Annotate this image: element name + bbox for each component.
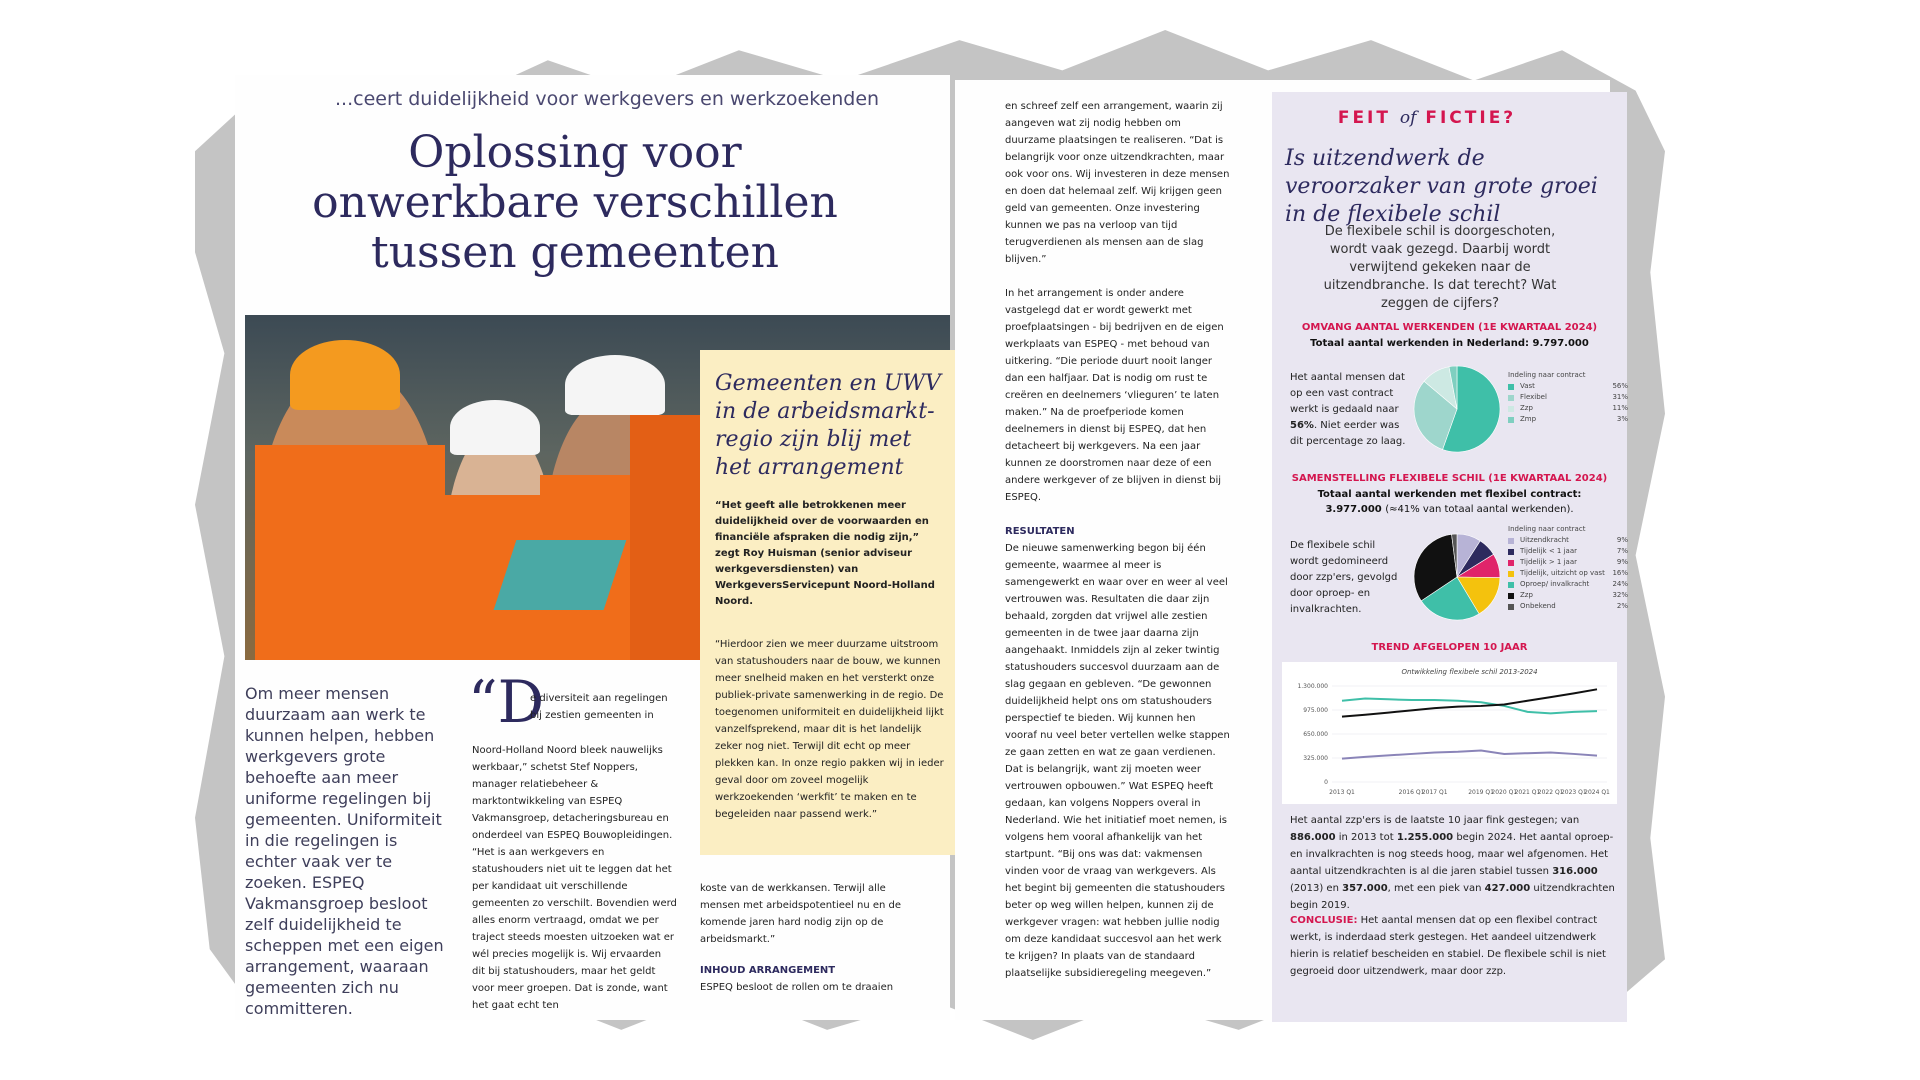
- legend-swatch: [1508, 560, 1514, 566]
- highlight: 357.000: [1342, 883, 1388, 894]
- series-line: [1342, 750, 1597, 758]
- legend-value: 7%: [1616, 547, 1628, 555]
- kicker-fictie: FICTIE?: [1425, 108, 1517, 128]
- text: uitzendkrachten begin 2019.: [1290, 883, 1615, 911]
- legend-label: Oproep/ invalkracht: [1520, 580, 1590, 588]
- x-tick-label: 2021 Q1: [1514, 789, 1541, 796]
- sidebar-question: Is uitzendwerk de veroorzaker van grote groei in de flexibele schil: [1285, 146, 1598, 227]
- legend-label: Zzp: [1520, 591, 1533, 599]
- kicker-of: of: [1399, 108, 1417, 128]
- pull-quote-text: “Hierdoor zien we meer duurzame uitstroom van statushouders naar de bouw, we kunnen meer snelheid maken en het versterkt onze publiek-private samenwerking in de regio. De toegenomen uniformiteit en duidelijkheid lijkt vanzelfsprekend, maar dit is het landelijk zeker nog niet. Terwijl dit echt op meer plekken kan. In onze regio pakken wij in ieder geval door om zoveel mogelijk werkzoekenden ‘werkfit’ te maken en te begeleiden naar passend werk.”: [715, 639, 944, 820]
- section-heading-3: TREND AFGELOPEN 10 JAAR: [1371, 642, 1528, 653]
- legend-value: 9%: [1616, 558, 1628, 566]
- legend-value: 16%: [1612, 569, 1628, 577]
- pull-quote-title: Gemeenten en UWV in de arbeidsmarkt-regio zijn blij met het arrangement: [715, 371, 941, 480]
- legend-label: Vast: [1520, 382, 1535, 390]
- legend-item: [1508, 601, 1628, 612]
- body-column-3: [1005, 98, 1230, 999]
- body-column-1: Noord-Holland Noord bleek nauwelijks werkbaar,” schetst Stef Noppers, manager relatiebeheer & marktontwikkeling van ESPEQ Vakmansgroep, detacheringsbureau en onderdeel van ESPEQ Bouwopleidingen. “Het is aan werkgevers en statushouders niet uit te leggen dat het per kandidaat uit verschillende gemeenten zo verschilt. Bovendien werd alles enorm vertraagd, omdat we per traject steeds moesten uitzoeken wat er wél precies mogelijk is. Wij ervaarden dit bij statushouders, maar het geldt voor meer groepen. Dat is zonde, want het gaat echt ten: [472, 745, 677, 1011]
- legend-item: [1508, 414, 1628, 425]
- trend-chart-box: [1282, 662, 1617, 804]
- highlight: 427.000: [1484, 883, 1531, 894]
- legend-swatch: [1508, 395, 1514, 401]
- legend-swatch: [1508, 593, 1514, 599]
- text: Het aantal mensen dat op een vast contract werkt is gedaald naar: [1290, 372, 1405, 415]
- pie-legend-1: [1508, 370, 1628, 425]
- y-tick-label: 650.000: [1303, 731, 1328, 738]
- legend-item: [1508, 590, 1628, 601]
- article-headline: Oplossing voor onwerkbare verschillen tussen gemeenten: [312, 127, 838, 278]
- chart-title: Ontwikkeling flexibele schil 2013-2024: [1401, 668, 1538, 676]
- x-tick-label: 2020 Q1: [1491, 789, 1518, 796]
- legend-title: Indeling naar contract: [1508, 525, 1586, 533]
- legend-label: Flexibel: [1520, 393, 1547, 401]
- text: Totaal aantal werkenden met flexibel contract:: [1317, 489, 1582, 500]
- body-paragraph: In het arrangement is onder andere vastgelegd dat er wordt gewerkt met proefplaatsingen - bij bedrijven en de eigen werkplaats van ESPEQ - met behoud van uitkering. “Die periode duurt nooit langer dan een halfjaar. Dat is nodig om rust te creëren en deelnemers ‘vlieguren’ te laten maken.” Na de proefperiode komen deelnemers in dienst bij ESPEQ, dat hen detacheert bij werkgevers. Na een jaar kunnen ze doorstromen naar deze of een andere werkgever of ze blijven in dienst bij ESPEQ.: [1005, 288, 1224, 503]
- line-chart-trend: [1282, 662, 1617, 804]
- legend-item: [1508, 579, 1628, 590]
- trend-text: [1290, 812, 1620, 914]
- legend-value: 3%: [1616, 415, 1628, 423]
- legend-swatch: [1508, 549, 1514, 555]
- section-sub-2: [1272, 487, 1627, 517]
- hard-hat: [565, 355, 665, 415]
- legend-label: Tijdelijk < 1 jaar: [1520, 547, 1577, 555]
- text: . Niet eerder was dit percentage zo laag.: [1290, 420, 1406, 447]
- y-tick-label: 975.000: [1303, 707, 1328, 714]
- subheading: RESULTATEN: [1005, 526, 1075, 537]
- safety-vest: [255, 445, 445, 660]
- x-tick-label: 2023 Q1: [1560, 789, 1587, 796]
- legend-value: 9%: [1616, 536, 1628, 544]
- legend-value: 24%: [1612, 580, 1628, 588]
- legend-item: [1508, 557, 1628, 568]
- legend-label: Tijdelijk, uitzicht op vast: [1520, 569, 1605, 577]
- legend-value: 31%: [1612, 393, 1628, 401]
- legend-swatch: [1508, 384, 1514, 390]
- pie-chart-flexibele-schil: [1412, 532, 1502, 622]
- section-sub-1: Totaal aantal werkenden in Nederland: 9.797.000: [1310, 338, 1589, 349]
- legend-value: 32%: [1612, 591, 1628, 599]
- conclusion-label: CONCLUSIE:: [1290, 915, 1358, 926]
- text: in 2013 tot: [1338, 832, 1394, 843]
- highlight: 1.255.000: [1396, 832, 1454, 843]
- x-tick-label: 2022 Q1: [1537, 789, 1564, 796]
- text: begin 2024. Het aantal oproep- en invalkrachten is nog steeds hoog, maar wel afgenomen. Het aantal uitzendkrachten is al die jaren stabiel tussen: [1290, 832, 1614, 877]
- text: (≈41% van totaal aantal werkenden).: [1385, 504, 1574, 515]
- drop-cap: “D: [468, 668, 545, 736]
- hard-hat: [450, 400, 540, 455]
- pull-quote-bold: “Het geeft alle betrokkenen meer duidelijkheid over de voorwaarden en financiële afspraken die nodig zijn,” zegt Roy Huisman (senior adviseur werkgeversdiensten) van WerkgeversServicepunt Noord-Holland Noord.: [715, 500, 935, 607]
- highlight: 886.000: [1290, 832, 1336, 843]
- body-text: ESPEQ besloot de rollen om te draaien: [700, 982, 894, 993]
- x-tick-label: 2024 Q1: [1584, 789, 1610, 796]
- legend-swatch: [1508, 571, 1514, 577]
- legend-value: 56%: [1612, 382, 1628, 390]
- y-tick-label: 0: [1324, 779, 1328, 786]
- legend-label: Onbekend: [1520, 602, 1556, 610]
- legend-item: [1508, 392, 1628, 403]
- highlight: 3.977.000: [1325, 504, 1382, 515]
- x-tick-label: 2013 Q1: [1329, 789, 1355, 796]
- pie-legend-2: [1508, 524, 1628, 612]
- highlight: 316.000: [1552, 866, 1598, 877]
- text: (2013) en: [1290, 883, 1339, 894]
- laptop: [494, 540, 627, 610]
- kicker-feit: FEIT: [1337, 108, 1391, 128]
- legend-swatch: [1508, 538, 1514, 544]
- article-intro: Om meer mensen duurzaam aan werk te kunnen helpen, hebben werkgevers grote behoefte aan meer uniforme regelingen bij gemeenten. Uniformiteit in die regelingen is echter vaak ver te zoeken. ESPEQ Vakmansgroep besloot zelf duidelijkheid te scheppen met een eigen arrangement, waaraan gemeenten zich nu committeren.: [245, 684, 444, 1018]
- pie-chart-werkenden: [1412, 364, 1502, 454]
- y-tick-label: 1.300.000: [1297, 683, 1328, 690]
- body-paragraph: en schreef zelf een arrangement, waarin zij aangeven wat zij nodig hebben om duurzame plaatsingen te realiseren. “Dat is belangrijk voor onze uitzendkrachten, maar ook voor ons. Wij investeren in deze mensen en doen dat helemaal zelf. Wij krijgen geen geld van gemeenten. Onze investering kunnen we pas na verloop van tijd terugverdienen als mensen aan de slag blijven.”: [1005, 101, 1230, 265]
- sidebar-kicker: [1272, 108, 1582, 128]
- legend-title: Indeling naar contract: [1508, 371, 1586, 379]
- section-heading-2: SAMENSTELLING FLEXIBELE SCHIL (1E KWARTAAL 2024): [1291, 473, 1608, 484]
- legend-swatch: [1508, 604, 1514, 610]
- legend-item: [1508, 546, 1628, 557]
- highlight: 56%: [1290, 420, 1314, 431]
- subheading: INHOUD ARRANGEMENT: [700, 965, 836, 976]
- conclusion-text: Het aantal mensen dat op een flexibel contract werkt, is inderdaad sterk gestegen. Het aandeel uitzendwerk hierin is relatief bescheiden en stabiel. De flexibele schil is niet gegroeid door uitzendwerk, maar door zzp.: [1290, 915, 1606, 977]
- legend-item: [1508, 381, 1628, 392]
- section-text-1: [1290, 370, 1410, 450]
- legend-item: [1508, 568, 1628, 579]
- safety-vest: [630, 415, 700, 660]
- legend-value: 2%: [1616, 602, 1628, 610]
- legend-swatch: [1508, 406, 1514, 412]
- legend-item: [1508, 535, 1628, 546]
- legend-swatch: [1508, 582, 1514, 588]
- body-text: koste van de werkkansen. Terwijl alle mensen met arbeidspotentieel nu en de komende jaren hard nodig zijn op de arbeidsmarkt.”: [700, 883, 902, 945]
- x-tick-label: 2016 Q1: [1398, 789, 1425, 796]
- legend-label: Uitzendkracht: [1520, 536, 1569, 544]
- text: , met een piek van: [1387, 883, 1482, 894]
- legend-value: 11%: [1612, 404, 1628, 412]
- body-lead: e diversiteit aan regelingen bij zestien gemeenten in: [530, 693, 668, 721]
- conclusion: [1290, 912, 1620, 980]
- y-tick-label: 325.000: [1303, 755, 1328, 762]
- sidebar-intro: De flexibele schil is doorgeschoten, wordt vaak gezegd. Daarbij wordt verwijtend gekeken naar de uitzendbranche. Is dat terecht? Wat zeggen de cijfers?: [1323, 224, 1557, 311]
- section-text-2: De flexibele schil wordt gedomineerd door zzp'ers, gevolgd door oproep- en invalkrachten.: [1290, 540, 1398, 615]
- text: Het aantal zzp'ers is de laatste 10 jaar fink gestegen; van: [1290, 815, 1580, 826]
- legend-label: Zzp: [1520, 404, 1533, 412]
- header-strip: ...ceert duidelijkheid voor werkgevers en werkzoekenden: [335, 88, 880, 110]
- legend-label: Zmp: [1520, 415, 1537, 423]
- section-heading-1: OMVANG AANTAL WERKENDEN (1E KWARTAAL 2024): [1301, 322, 1598, 333]
- body-paragraph: De nieuwe samenwerking begon bij één gemeente, waarmee al meer is samengewerkt en waar over en weer al veel vertrouwen was. Resultaten die daar zijn behaald, zorgden dat vrijwel alle zestien gemeenten in de twee jaar daarna zijn aangehaakt. Inmiddels zijn al zeker twintig statushouders succesvol duurzaam aan de slag gegaan en gebleven. “De gewonnen duidelijkheid helpt ons om statushouders perspectief te bieden. Wij kunnen hen vooraf nu veel beter vertellen welke stappen ze gaan zetten en wat ze gaan verdienen. Dat is belangrijk, want zij moeten weer vertrouwen opbouwen.” Wat ESPEQ heeft gedaan, kan volgens Noppers overal in Nederland. Wie het initiatief moet nemen, is volgens hem vooral afhankelijk van het startpunt. “Bij ons was dat: vakmensen vinden voor de vraag van werkgevers. Als het begint bij gemeenten die statushouders beter op weg willen helpen, kunnen zij de werkgever vragen: wat hebben jullie nodig om deze kandidaat succesvol aan het werk te krijgen? In plaats van de standaard plaatselijke subsidieregeling meegeven.”: [1005, 543, 1230, 979]
- legend-label: Tijdelijk > 1 jaar: [1520, 558, 1577, 566]
- body-column-2: [700, 880, 905, 996]
- x-tick-label: 2017 Q1: [1421, 789, 1448, 796]
- x-tick-label: 2019 Q1: [1468, 789, 1494, 796]
- legend-item: [1508, 403, 1628, 414]
- legend-swatch: [1508, 417, 1514, 423]
- hard-hat: [290, 340, 400, 410]
